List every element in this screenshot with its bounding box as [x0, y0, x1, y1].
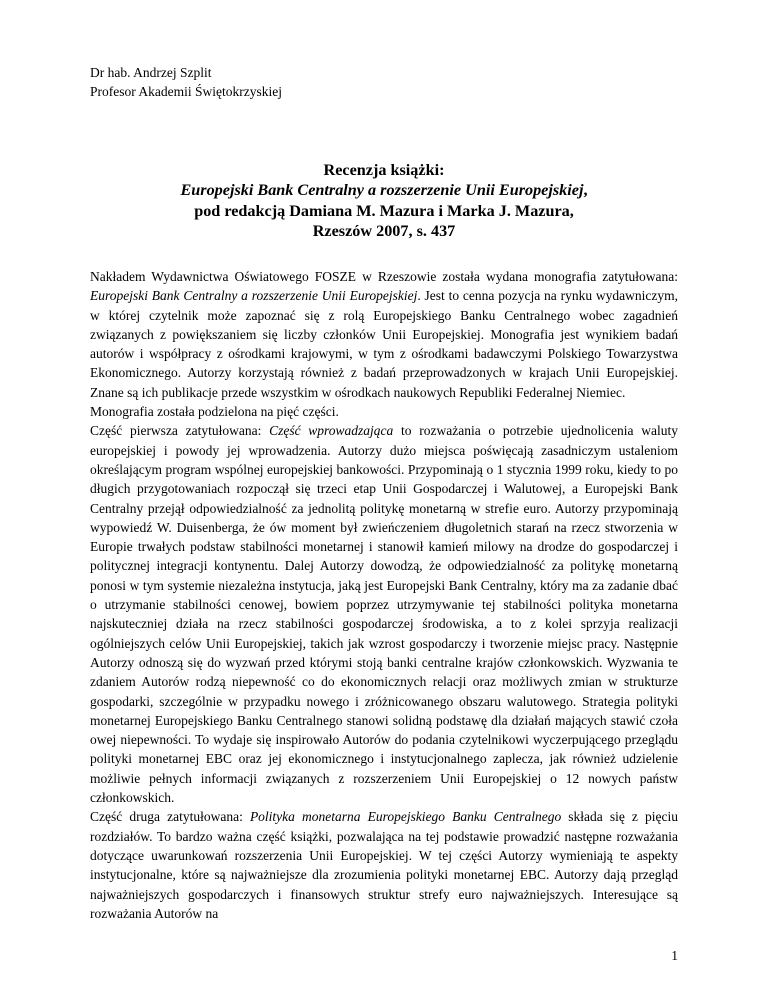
author-block — [90, 63, 282, 101]
editors-line — [90, 201, 678, 221]
book-title: Europejski Bank Centralny a rozszerzenie Unii Europejskiej — [180, 181, 584, 200]
part-one-title: Część wprowadzająca — [269, 423, 394, 439]
editors-comma: , — [569, 201, 574, 220]
book-editors: pod redakcją Damiana M. Mazura i Marka J. Mazura — [194, 201, 570, 220]
book-title-line — [90, 180, 678, 200]
paragraph-part-one: Część pierwsza zatytułowana: Część wprowadzająca to rozważania o potrzebie ujednolicenia waluty europejskiej i powody jej wprowadzenia. Autorzy dużo miejsca poświęcają zasadniczym ustaleniom określającym program wspólnej europejskiej bankowości. Przypominają o 1 stycznia 1999 roku, kiedy to po długich przygotowaniach rozpoczął się trzeci etap Unii Gospodarczej i Walutowej, a Europejski Bank Centralny przejął odpowiedzialność za jednolitą politykę monetarną w strefie euro. Autorzy przypominają wypowiedź W. Duisenberga, że ów moment był zwieńczeniem długoletnich starań na rzecz stworzenia w Europie trwałych podstaw stabilności monetarnej i stanowił kamień milowy na drodze do gospodarczej i politycznej integracji kontynentu. Dalej Autorzy dowodzą, że odpowiedzialność za politykę monetarną ponosi w tym systemie niezależna instytucja, jaką jest Europejski Bank Centralny, który ma za zadanie dbać o utrzymanie stabilności cenowej, bowiem poprzez utrzymywanie tej stabilności polityka monetarna najskuteczniej działa na rzecz stabilności gospodarczej środowiska, a to z kolei sprzyja realizacji ogólniejszych celów Unii Europejskiej, takich jak wzrost gospodarczy i tworzenie miejsc pracy. Następnie Autorzy odnoszą się do wyzwań przed którymi stoją banki centralne krajów członkowskich. Wyzwania te zdaniem Autorów rodzą niepewność co do ekonomicznych relacji oraz możliwych zmian w strukturze gospodarki, szczególnie w przypadku nowego i zróżnicowanego obszaru walutowego. Strategia polityki monetarnej Europejskiego Banku Centralnego stanowi solidną podstawę dla działań mających stawić czoła owej niepewności. To wydaje się inspirowało Autorów do podania czytelnikowi wyczerpującego przeglądu polityki monetarnej EBC oraz jej ekonomicznego i instytucjonalnego zaplecza, jak również udzielenie możliwie pełnych informacji związanych z rozszerzeniem Unii Europejskiej o 12 nowych państw członkowskich. — [90, 423, 678, 806]
review-body — [90, 267, 678, 923]
author-position: Profesor Akademii Świętokrzyskiej — [90, 84, 282, 99]
review-label: Recenzja książki: — [323, 161, 445, 179]
publication-info: Rzeszów 2007, s. 437 — [312, 222, 456, 241]
title-comma: , — [583, 181, 588, 200]
author-name: Dr hab. Andrzej Szplit — [90, 65, 212, 80]
paragraph-part-two: Część druga zatytułowana: Polityka monetarna Europejskiego Banku Centralnego składa się z pięciu rozdziałów. To bardzo ważna część książki, pozwalająca na tej podstawie prowadzić następne rozważania dotyczące uwarunkowań rozszerzenia Unii Europejskiej. W tej części Autorzy wymieniają te aspekty instytucjonalne, które są najważniejsze dla zrozumienia polityki monetarnej EBC. Autorzy dają przegląd najważniejszych gospodarczych i finansowych struktur strefy euro najważniejszych. Interesujące są rozważania Autorów na — [90, 809, 678, 921]
page-number: 1 — [671, 948, 678, 963]
book-title-inline: Europejski Bank Centralny a rozszerzenie Unii Europejskiej — [90, 288, 418, 304]
review-title-block — [90, 160, 678, 242]
paragraph-intro: Nakładem Wydawnictwa Oświatowego FOSZE w Rzeszowie została wydana monografia zatytułowana: Europejski Bank Centralny a rozszerzenie Unii Europejskiej. Jest to cenna pozycja na rynku wydawniczym, w której czytelnik może zapoznać się z rolą Europejskiego Banku Centralnego wobec zagadnień związanych z powiększaniem się liczby członków Unii Europejskiej. Monografia jest wynikiem badań autorów i współpracy z ośrodkami krajowymi, w tym z ośrodkami badawczymi Polskiego Towarzystwa Ekonomicznego. Autorzy korzystają również z badań przeprowadzonych w krajach Unii Europejskiej. Znane są ich publikacje przede wszystkim w ośrodkach naukowych Republiki Federalnej Niemiec. — [90, 269, 678, 400]
paragraph-structure: Monografia została podzielona na pięć części. — [90, 404, 339, 420]
part-two-title: Polityka monetarna Europejskiego Banku Centralnego — [249, 809, 562, 825]
